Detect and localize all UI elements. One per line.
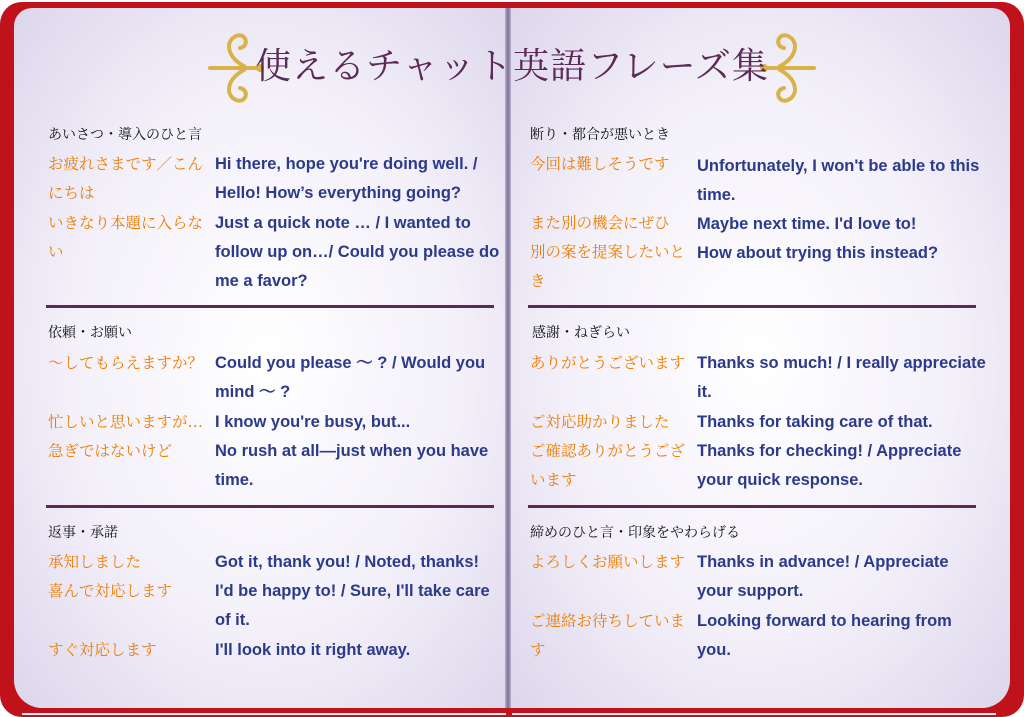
section-divider [528, 505, 976, 508]
ja-phrase: 〜してもらえますか？ [48, 354, 204, 372]
en-phrase: I know you're busy, but... [215, 413, 411, 431]
ja-phrase: ご連絡お待ちしています [530, 612, 686, 659]
en-phrase: Thanks so much! / I really appreciate it. [697, 354, 986, 401]
section-heading-declining: 断り・都合が悪いとき [530, 127, 670, 143]
ja-phrase: いきなり本題に入らない [48, 214, 204, 261]
en-phrase: I'll look into it right away. [215, 641, 411, 659]
section-divider [46, 305, 494, 308]
en-phrase: Maybe next time. I'd love to! [697, 215, 917, 233]
en-phrase: Hi there, hope you're doing well. / Hello! How’s everything going? [215, 155, 478, 202]
ja-phrase: ありがとうございます [530, 354, 686, 372]
section-heading-replies: 返事・承諾 [48, 525, 118, 541]
section-heading-requests: 依頼・お願い [48, 325, 132, 341]
en-phrase: Just a quick note … / I wanted to follow up on…/ Could you please do me a favor? [215, 214, 500, 290]
page-edge-left [22, 703, 506, 715]
en-phrase: Thanks for taking care of that. [697, 413, 933, 431]
section-divider [528, 305, 976, 308]
ja-phrase: 承知しました [48, 553, 142, 571]
ja-phrase: お疲れさまです／こんにちは [48, 155, 204, 202]
section-heading-greetings: あいさつ・導入のひと言 [48, 127, 202, 143]
en-phrase: No rush at all—just when you have time. [215, 442, 489, 489]
ja-phrase: ご対応助かりました [530, 413, 670, 431]
section-divider [46, 505, 494, 508]
ja-phrase: よろしくお願いします [530, 553, 686, 571]
book-spine [505, 8, 511, 708]
ja-phrase: 急ぎではないけど [48, 442, 173, 460]
ja-phrase: 別の案を提案したいとき [530, 243, 686, 290]
ja-phrase: 今回は難しそうです [530, 155, 670, 173]
page-edge-right [512, 703, 996, 715]
section-heading-closing: 締めのひと言・印象をやわらげる [530, 525, 740, 541]
section-heading-thanks: 感謝・ねぎらい [532, 325, 630, 341]
en-phrase: I'd be happy to! / Sure, I'll take care of it. [215, 582, 490, 629]
en-phrase: Unfortunately, I won't be able to this time. [697, 157, 980, 204]
en-phrase: Could you please 〜 ? / Would you mind 〜 ? [215, 354, 486, 401]
ja-phrase: 喜んで対応します [48, 582, 173, 600]
ja-phrase: 忙しいと思いますが… [48, 413, 204, 431]
ja-phrase: ご確認ありがとうございます [530, 442, 686, 489]
ja-phrase: すぐ対応します [48, 641, 157, 659]
en-phrase: Thanks in advance! / Appreciate your support. [697, 553, 949, 600]
en-phrase: Got it, thank you! / Noted, thanks! [215, 553, 479, 571]
en-phrase: Thanks for checking! / Appreciate your quick response. [697, 442, 962, 489]
page-title: 使えるチャット英語フレーズ集 [255, 46, 769, 87]
en-phrase: How about trying this instead? [697, 244, 939, 262]
ja-phrase: また別の機会にぜひ [530, 214, 670, 232]
en-phrase: Looking forward to hearing from you. [697, 612, 952, 659]
